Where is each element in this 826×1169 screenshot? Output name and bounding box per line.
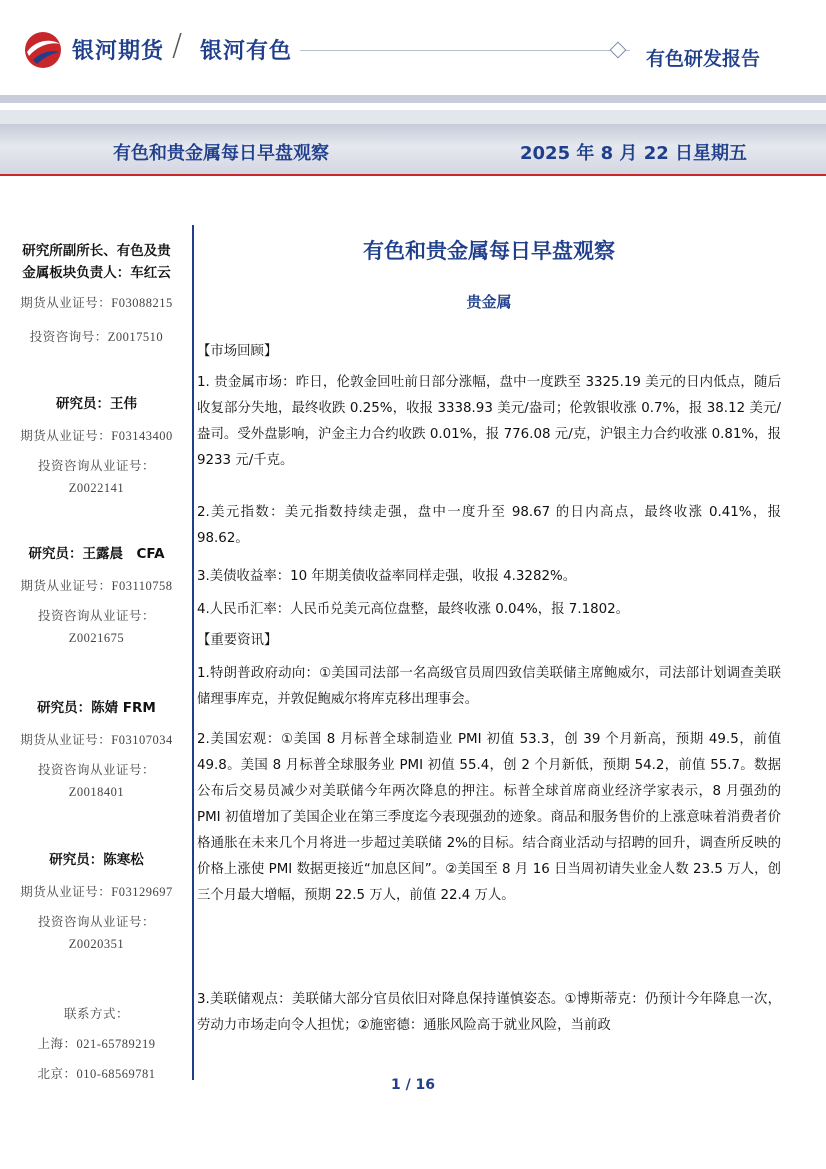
header-band-light <box>0 110 826 124</box>
diamond-icon <box>610 42 627 59</box>
accent-rule <box>0 174 826 176</box>
contact-card <box>0 1003 193 1085</box>
author-advisory: Z0021675 <box>68 631 125 645</box>
author-advisory: Z0018401 <box>68 785 125 799</box>
author-advisory-label: 投资咨询从业证号： <box>37 459 155 473</box>
paragraph: 1.特朗普政府动向：①美国司法部一名高级官员周四致信美联储主席鲍威尔，司法部计划调查美联储理事库克，并敦促鲍威尔将库克移出理事会。 <box>197 666 781 707</box>
brand-divider: / <box>172 28 183 63</box>
section-heading: 【重要资讯】 <box>197 633 278 648</box>
section-heading: 【市场回顾】 <box>197 344 278 359</box>
header-rule <box>300 50 630 51</box>
author-advisory-label: 投资咨询从业证号： <box>37 609 155 623</box>
paragraph: 3.美联储观点：美联储大部分官员依旧对降息保持谨慎姿态。①博斯蒂克：仍预计今年降息一次，劳动力市场走向令人担忧；②施密德：通胀风险高于就业风险，当前政 <box>197 992 781 1033</box>
section-title: 贵金属 <box>466 293 512 311</box>
author-card <box>0 543 193 649</box>
page-number: 1 / 16 <box>390 1077 436 1093</box>
author-card <box>0 849 193 955</box>
report-date: 2025 年 8 月 22 日星期五 <box>520 143 748 164</box>
author-name: 研究员：陈寒松 <box>49 852 144 868</box>
author-advisory-label: 投资咨询从业证号： <box>37 915 155 929</box>
author-card <box>0 393 193 499</box>
author-name: 研究所副所长、有色及贵 <box>22 243 171 259</box>
paragraph: 1. 贵金属市场：昨日，伦敦金回吐前日部分涨幅，盘中一度跌至 3325.19 美元的日内低点，随后收复部分失地，最终收跌 0.25%，收报 3338.93 美元/盎司；伦敦银收涨 0.7%，报 38.12 美元/盎司。受外盘影响，沪金主力合约收跌 0.01%，报 776.08 元/克，沪银主力合约收涨 0.81%，报 9233 元/千克。 <box>197 375 781 468</box>
brand-sub-name: 银河有色 <box>200 39 293 64</box>
paragraph: 3.美债收益率：10 年期美债收益率同样走强，收报 4.3282%。 <box>197 569 577 584</box>
report-title: 有色和贵金属每日早盘观察 <box>113 143 329 164</box>
author-license: 期货从业证号：F03143400 <box>20 429 173 443</box>
contact-label: 联系方式： <box>63 1007 129 1021</box>
paragraph: 4.人民币汇率：人民币兑美元高位盘整，最终收涨 0.04%，报 7.1802。 <box>197 602 630 617</box>
author-advisory: 投资咨询号：Z0017510 <box>29 330 164 344</box>
report-header <box>0 0 826 95</box>
author-card <box>0 697 193 803</box>
header-band <box>0 95 826 103</box>
author-advisory: Z0022141 <box>68 481 125 495</box>
author-advisory: Z0020351 <box>68 937 125 951</box>
report-type: 有色研发报告 <box>646 48 761 70</box>
paragraph: 2.美元指数：美元指数持续走强，盘中一度升至 98.67 的日内高点，最终收涨 0.41%，报 98.62。 <box>197 505 781 546</box>
author-license: 期货从业证号：F03107034 <box>20 733 173 747</box>
author-license: 期货从业证号：F03088215 <box>20 296 173 310</box>
author-name: 研究员：王露晨 CFA <box>28 546 165 562</box>
contact-beijing: 北京：010-68569781 <box>37 1067 156 1081</box>
contact-shanghai: 上海：021-65789219 <box>37 1037 156 1051</box>
paragraph: 2.美国宏观：①美国 8 月标普全球制造业 PMI 初值 53.3，创 39 个月新高，预期 49.5，前值 49.8。美国 8 月标普全球服务业 PMI 初值 55.4，创 2 个月新低，预期 54.2，前值 55.7。数据公布后交易员减少对美联储今年两次降息的押注。标普全球首席商业经济学家表示，8 月强劲的 PMI 初值增加了美国企业在第三季度迄今表现强劲的迹象。商品和服务售价的上涨意味着消费者价格通胀在未来几个月将进一步超过美联储 2%的目标。结合商业活动与招聘的回升，调查所反映的价格上涨使 PMI 数据更接近“加息区间”。②美国至 8 月 16 日当周初请失业金人数 23.5 万人，创三个月最大增幅，预期 22.5 万人，前值 22.4 万人。 <box>197 732 781 903</box>
author-license: 期货从业证号：F03129697 <box>20 885 173 899</box>
galaxy-logo-icon <box>23 30 63 70</box>
page-title: 有色和贵金属每日早盘观察 <box>363 239 615 263</box>
author-license: 期货从业证号：F03110758 <box>20 579 173 593</box>
author-card <box>0 240 193 348</box>
author-name: 研究员：王伟 <box>56 396 137 412</box>
author-name: 研究员：陈婧 FRM <box>37 700 156 716</box>
author-advisory-label: 投资咨询从业证号： <box>37 763 155 777</box>
brand-name: 银河期货 <box>72 39 165 64</box>
author-name: 金属板块负责人：车红云 <box>22 265 171 281</box>
